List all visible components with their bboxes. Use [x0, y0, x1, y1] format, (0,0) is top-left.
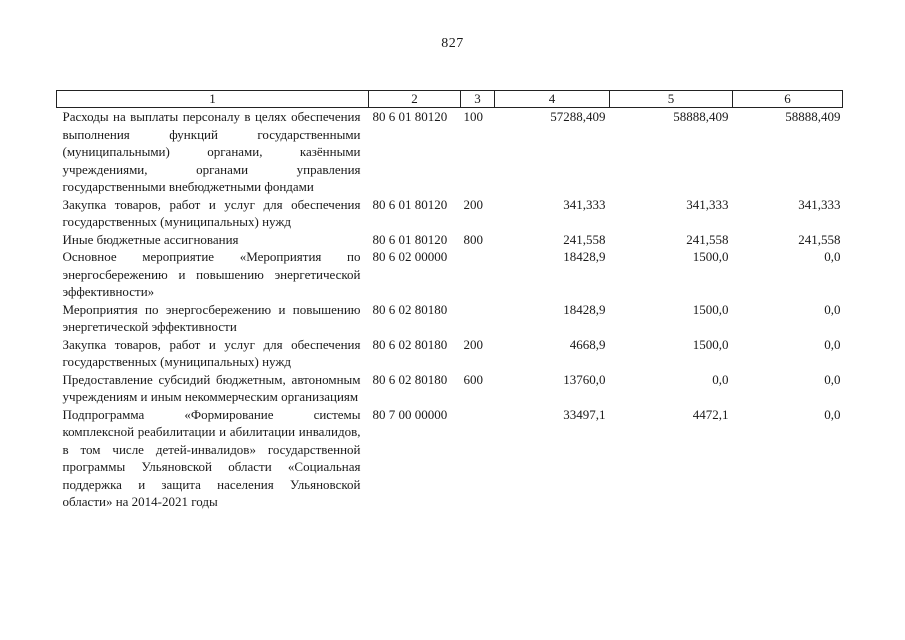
row-expense-type: 600: [463, 371, 483, 387]
row-expense-type: 800: [463, 231, 483, 247]
row-amount-col4: 18428,9: [563, 249, 606, 264]
row-target-code: 80 7 00 00000: [372, 406, 448, 422]
row-name: Иные бюджетные ассигнования: [62, 231, 239, 247]
row-amount-col6: 0,0: [824, 301, 841, 317]
row-expense-type: 100: [463, 109, 483, 124]
row-amount-col5: 241,558: [686, 231, 729, 247]
row-amount-col6: 0,0: [824, 336, 841, 352]
row-expense-type: 200: [463, 196, 483, 212]
table-row: [57, 231, 843, 249]
row-amount-col4: 13760,0: [563, 371, 606, 387]
column-header-2: 2: [369, 91, 461, 108]
row-name: Подпрограмма «Формирование системы комплексной реабилитации и абилитации инвалидов, в том числе детей-инвалидов» государственной программы Ульяновской области «Социальная поддержка и защита населения Ульяновской области» на 2014-2021 годы: [62, 406, 361, 509]
row-target-code: 80 6 02 80180: [372, 371, 448, 387]
row-amount-col6: 0,0: [824, 371, 841, 387]
row-target-code: 80 6 01 80120: [372, 231, 448, 247]
row-target-code: 80 6 02 80180: [372, 301, 448, 317]
row-name: Закупка товаров, работ и услуг для обеспечения государственных (муниципальных) нужд: [62, 196, 361, 229]
row-target-code: 80 6 01 80120: [372, 109, 448, 124]
table-row: [57, 336, 843, 371]
row-amount-col4: 18428,9: [563, 301, 606, 317]
row-amount-col6: 341,333: [798, 196, 841, 212]
row-amount-col5: 1500,0: [692, 249, 729, 264]
row-expense-type: [461, 406, 495, 511]
row-target-code: 80 6 02 00000: [372, 249, 448, 264]
row-amount-col6: 241,558: [798, 231, 841, 247]
page-number: 827: [441, 36, 464, 51]
column-header-6: 6: [733, 91, 843, 108]
row-amount-col5: 58888,409: [673, 109, 729, 124]
row-amount-col5: 4472,1: [692, 406, 729, 422]
row-amount-col6: 0,0: [824, 406, 841, 422]
row-amount-col4: 33497,1: [563, 406, 606, 422]
budget-table: [56, 90, 843, 511]
column-header-4: 4: [495, 91, 610, 108]
column-header-1: 1: [57, 91, 369, 108]
table-row: [57, 248, 843, 301]
row-name: Предоставление субсидий бюджетным, автономным учреждениям и иным некоммерческим организациям: [62, 371, 361, 404]
row-amount-col4: 57288,409: [550, 109, 606, 124]
row-expense-type: 200: [463, 336, 483, 352]
row-amount-col6: 58888,409: [785, 109, 841, 124]
row-amount-col5: 1500,0: [692, 301, 729, 317]
table-row: [57, 371, 843, 406]
row-amount-col6: 0,0: [824, 249, 841, 264]
row-target-code: 80 6 02 80180: [372, 336, 448, 352]
row-name: Закупка товаров, работ и услуг для обеспечения государственных (муниципальных) нужд: [62, 336, 361, 369]
row-amount-col5: 0,0: [712, 371, 729, 387]
row-target-code: 80 6 01 80120: [372, 196, 448, 212]
table-row: [57, 406, 843, 511]
row-amount-col5: 341,333: [686, 196, 729, 212]
column-header-5: 5: [610, 91, 733, 108]
row-expense-type: [461, 301, 495, 336]
row-name: Расходы на выплаты персоналу в целях обеспечения выполнения функций государственными (муниципальными) органами, казёнными учреждениями, органами управления государственными внебюджетными фондами: [62, 109, 361, 194]
table-row: [57, 301, 843, 336]
row-name: Основное мероприятие «Мероприятия по энергосбережению и повышению энергетической эффективности»: [62, 249, 361, 299]
header-row: [57, 91, 843, 108]
column-header-3: 3: [461, 91, 495, 108]
table-header: [57, 91, 843, 108]
table-body: [57, 108, 843, 511]
row-amount-col5: 1500,0: [692, 336, 729, 352]
row-amount-col4: 241,558: [563, 231, 606, 247]
table-row: [57, 196, 843, 231]
row-expense-type: [461, 248, 495, 301]
row-amount-col4: 4668,9: [569, 336, 606, 352]
table-row: [57, 108, 843, 196]
row-amount-col4: 341,333: [563, 196, 606, 212]
row-name: Мероприятия по энергосбережению и повышению энергетической эффективности: [62, 301, 361, 334]
